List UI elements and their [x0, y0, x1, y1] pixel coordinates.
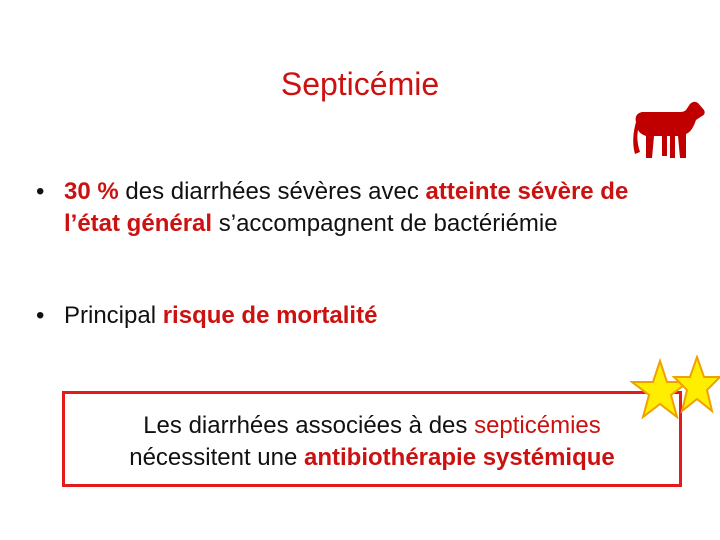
bullet-marker: •: [36, 178, 45, 205]
bullet-marker: •: [36, 302, 45, 329]
stars-decoration: [630, 355, 720, 427]
bullet-highlight: 30 %: [64, 178, 119, 205]
bullet-item: [36, 300, 656, 332]
bullet-text: des diarrhées sévères avec: [118, 178, 426, 205]
box-line: [65, 410, 679, 442]
conclusion-box: [62, 391, 682, 487]
bullet-list: [36, 176, 656, 332]
bullet-text: s’accompagnent de bactériémie: [212, 210, 558, 237]
bullet-highlight: risque de mortalité: [162, 302, 378, 329]
bullet-item: [36, 176, 656, 240]
bullet-text: Principal: [64, 302, 163, 329]
slide-title: Septicémie: [280, 66, 440, 102]
box-text: Les diarrhées associées à des: [143, 412, 475, 439]
star-icon: [632, 361, 688, 417]
bullet-highlight: atteinte sévère de l’état général: [64, 178, 629, 237]
star-icon: [674, 357, 720, 411]
box-highlight: antibiothérapie systémique: [304, 444, 615, 471]
box-highlight: septicémies: [474, 412, 601, 439]
box-text: nécessitent une: [129, 444, 305, 471]
box-line: [65, 442, 679, 474]
calf-icon: [632, 100, 706, 162]
